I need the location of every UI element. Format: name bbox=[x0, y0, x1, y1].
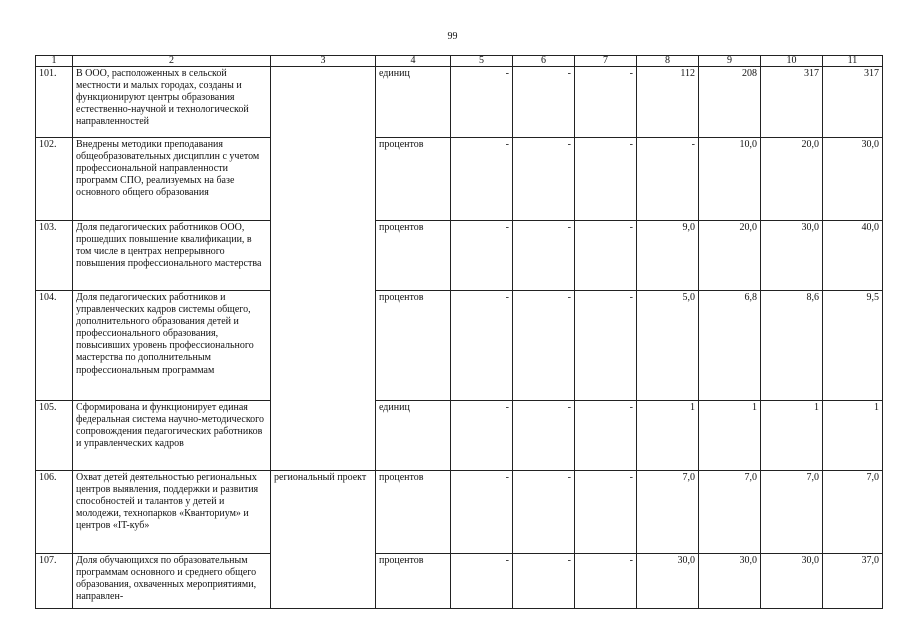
col-header: 2 bbox=[73, 56, 271, 67]
value-cell: 37,0 bbox=[823, 554, 883, 609]
table-row bbox=[36, 67, 883, 138]
unit-cell: единиц bbox=[376, 67, 451, 138]
value-cell: 1 bbox=[761, 401, 823, 471]
value-cell: - bbox=[513, 67, 575, 138]
value-cell: - bbox=[513, 291, 575, 401]
row-number: 105. bbox=[36, 401, 73, 471]
value-cell: 7,0 bbox=[637, 471, 699, 554]
table-row bbox=[36, 138, 883, 221]
value-cell: 6,8 bbox=[699, 291, 761, 401]
value-cell: - bbox=[575, 471, 637, 554]
value-cell: - bbox=[451, 221, 513, 291]
value-cell: - bbox=[513, 554, 575, 609]
page-number: 99 bbox=[447, 31, 458, 42]
indicator-description: Сформирована и функционирует единая федеральная система научно-методического сопровождения педагогических работников и управленческих кадров bbox=[73, 401, 271, 471]
value-cell: - bbox=[451, 401, 513, 471]
row-number: 106. bbox=[36, 471, 73, 554]
row-number: 101. bbox=[36, 67, 73, 138]
value-cell: 9,0 bbox=[637, 221, 699, 291]
value-cell: 8,6 bbox=[761, 291, 823, 401]
value-cell: - bbox=[575, 291, 637, 401]
col-header: 11 bbox=[823, 56, 883, 67]
value-cell: 30,0 bbox=[823, 138, 883, 221]
value-cell: - bbox=[451, 554, 513, 609]
table-row bbox=[36, 471, 883, 554]
value-cell: 20,0 bbox=[761, 138, 823, 221]
value-cell: 30,0 bbox=[761, 221, 823, 291]
row-number: 103. bbox=[36, 221, 73, 291]
indicators-table bbox=[35, 55, 883, 609]
col-header: 8 bbox=[637, 56, 699, 67]
value-cell: 317 bbox=[761, 67, 823, 138]
col-header: 5 bbox=[451, 56, 513, 67]
value-cell: - bbox=[451, 471, 513, 554]
table-row bbox=[36, 221, 883, 291]
value-cell: 30,0 bbox=[637, 554, 699, 609]
indicator-description: Внедрены методики преподавания общеобразовательных дисциплин с учетом профессиональной направленности программ СПО, реализуемых на базе основного общего образования bbox=[73, 138, 271, 221]
value-cell: - bbox=[575, 401, 637, 471]
unit-cell: процентов bbox=[376, 471, 451, 554]
value-cell: - bbox=[575, 67, 637, 138]
col-header: 7 bbox=[575, 56, 637, 67]
indicator-description: Доля обучающихся по образовательным программам основного и среднего общего образования, охваченных мероприятиями, направлен- bbox=[73, 554, 271, 609]
col-header: 9 bbox=[699, 56, 761, 67]
indicator-description: В ООО, расположенных в сельской местности и малых городах, созданы и функционируют центры образования естественно-научной и технологической направленностей bbox=[73, 67, 271, 138]
col-header: 6 bbox=[513, 56, 575, 67]
value-cell: - bbox=[513, 471, 575, 554]
value-cell: 7,0 bbox=[699, 471, 761, 554]
value-cell: 1 bbox=[823, 401, 883, 471]
col-header: 4 bbox=[376, 56, 451, 67]
value-cell: - bbox=[513, 138, 575, 221]
value-cell: 1 bbox=[637, 401, 699, 471]
value-cell: 30,0 bbox=[699, 554, 761, 609]
value-cell: - bbox=[513, 401, 575, 471]
value-cell: - bbox=[637, 138, 699, 221]
indicator-description: Охват детей деятельностью региональных центров выявления, поддержки и развития способностей и талантов у детей и молодежи, технопарков «Кванториум» и центров «IT-куб» bbox=[73, 471, 271, 554]
unit-cell: единиц bbox=[376, 401, 451, 471]
value-cell: 9,5 bbox=[823, 291, 883, 401]
unit-cell: процентов bbox=[376, 221, 451, 291]
col-header: 1 bbox=[36, 56, 73, 67]
unit-cell: процентов bbox=[376, 291, 451, 401]
value-cell: - bbox=[451, 67, 513, 138]
indicator-description: Доля педагогических работников ООО, прошедших повышение квалификации, в том числе в центрах непрерывного повышения профессионального мастерства bbox=[73, 221, 271, 291]
value-cell: 10,0 bbox=[699, 138, 761, 221]
value-cell: 112 bbox=[637, 67, 699, 138]
project-type-cell: региональный проект bbox=[271, 471, 376, 609]
value-cell: 7,0 bbox=[761, 471, 823, 554]
value-cell: - bbox=[575, 554, 637, 609]
value-cell: - bbox=[575, 221, 637, 291]
value-cell: 5,0 bbox=[637, 291, 699, 401]
value-cell: 40,0 bbox=[823, 221, 883, 291]
value-cell: - bbox=[451, 291, 513, 401]
col3-empty-cell bbox=[271, 67, 376, 471]
value-cell: - bbox=[575, 138, 637, 221]
header-row bbox=[36, 56, 883, 67]
row-number: 102. bbox=[36, 138, 73, 221]
col-header: 10 bbox=[761, 56, 823, 67]
table-row bbox=[36, 291, 883, 401]
value-cell: 1 bbox=[699, 401, 761, 471]
value-cell: 208 bbox=[699, 67, 761, 138]
value-cell: - bbox=[451, 138, 513, 221]
indicator-description: Доля педагогических работников и управленческих кадров системы общего, дополнительного образования детей и профессионального образования, повысивших уровень профессионального мастерства по дополнительным профессиональным программам bbox=[73, 291, 271, 401]
table-row bbox=[36, 554, 883, 609]
table-row bbox=[36, 401, 883, 471]
value-cell: 20,0 bbox=[699, 221, 761, 291]
value-cell: 7,0 bbox=[823, 471, 883, 554]
row-number: 104. bbox=[36, 291, 73, 401]
value-cell: 317 bbox=[823, 67, 883, 138]
row-number: 107. bbox=[36, 554, 73, 609]
unit-cell: процентов bbox=[376, 138, 451, 221]
value-cell: 30,0 bbox=[761, 554, 823, 609]
unit-cell: процентов bbox=[376, 554, 451, 609]
value-cell: - bbox=[513, 221, 575, 291]
col-header: 3 bbox=[271, 56, 376, 67]
